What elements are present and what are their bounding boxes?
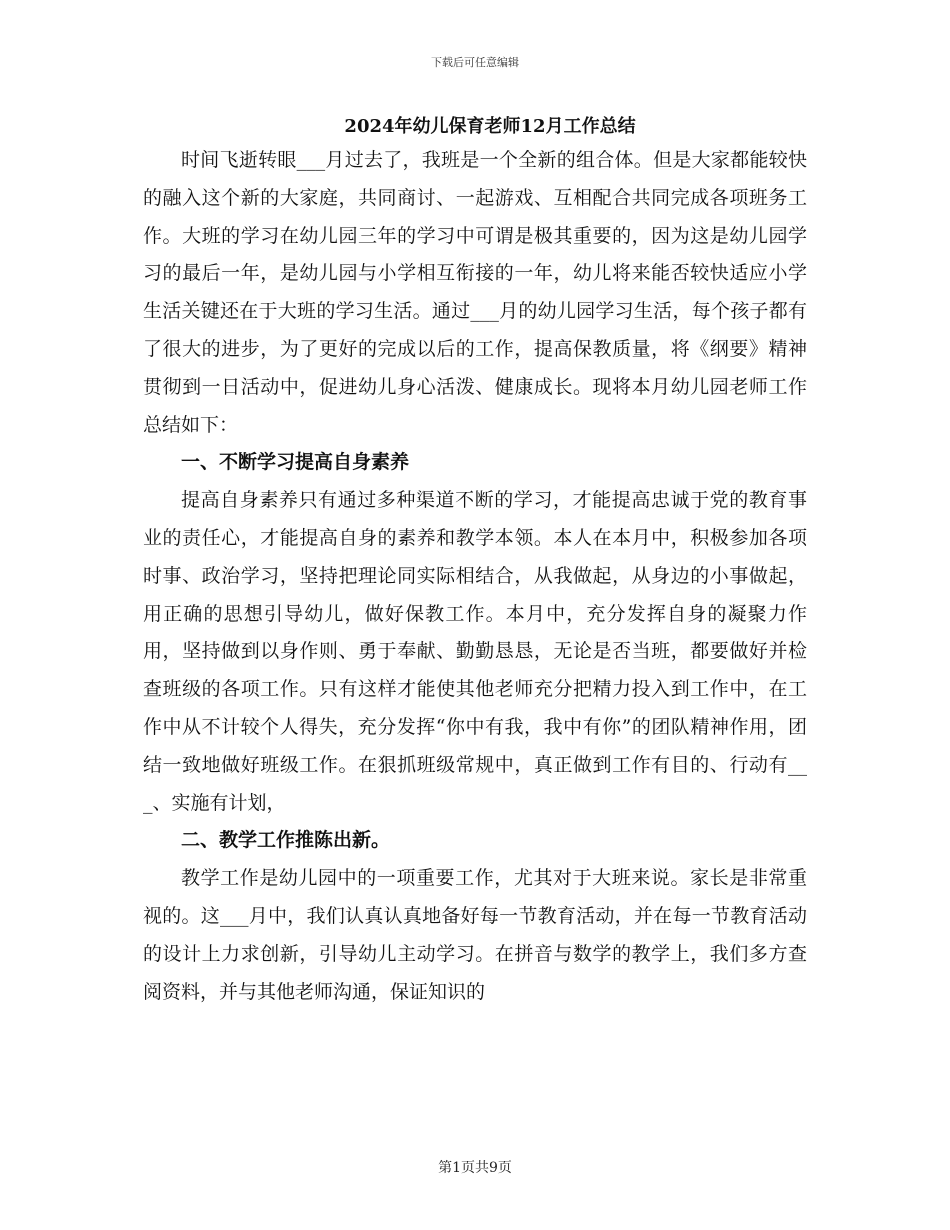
section-1-paragraph: 提高自身素养只有通过多种渠道不断的学习，才能提高忠诚于党的教育事业的责任心，才能提高自身的素养和教学本领。本人在本月中，积极参加各项时事、政治学习，坚持把理论同实际相结合，从我做起，从身边的小事做起，用正确的思想引导幼儿，做好保教工作。本月中，充分发挥自身的凝聚力作用，坚持做到以身作则、勇于奉献、勤勤恳恳，无论是否当班，都要做好并检查班级的各项工作。只有这样才能使其他老师充分把精力投入到工作中，在工作中从不计较个人得失，充分发挥“你中有我，我中有你”的团队精神作用，团结一致地做好班级工作。在狠抓班级常规中，真正做到工作有目的、行动有___、实施有计划， [143, 489, 807, 814]
section-1-heading: 一、不断学习提高自身素养 [181, 451, 410, 474]
document-body [143, 112, 807, 1011]
page-number: 第1页共9页 [438, 1160, 512, 1176]
section-2-paragraph: 教学工作是幼儿园中的一项重要工作，尤其对于大班来说。家长是非常重视的。这___月中，我们认真认真地备好每一节教育活动，并在每一节教育活动的设计上力求创新，引导幼儿主动学习。在拼音与数学的教学上，我们多方查阅资料，并与其他老师沟通，保证知识的 [143, 867, 807, 1003]
intro-paragraph: 时间飞逝转眼___月过去了，我班是一个全新的组合体。但是大家都能较快的融入这个新的大家庭，共同商讨、一起游戏、互相配合共同完成各项班务工作。大班的学习在幼儿园三年的学习中可谓是极其重要的，因为这是幼儿园学习的最后一年，是幼儿园与小学相互衔接的一年，幼儿将来能否较快适应小学生活关键还在于大班的学习生活。通过___月的幼儿园学习生活，每个孩子都有了很大的进步，为了更好的完成以后的工作，提高保教质量，将《纲要》精神贯彻到一日活动中，促进幼儿身心活泼、健康成长。现将本月幼儿园老师工作总结如下： [143, 149, 807, 436]
page-header-note: 下载后可任意编辑 [431, 56, 519, 69]
document-title: 2024年幼儿保育老师12月工作总结 [344, 116, 636, 137]
section-2-heading: 二、教学工作推陈出新。 [181, 829, 391, 852]
